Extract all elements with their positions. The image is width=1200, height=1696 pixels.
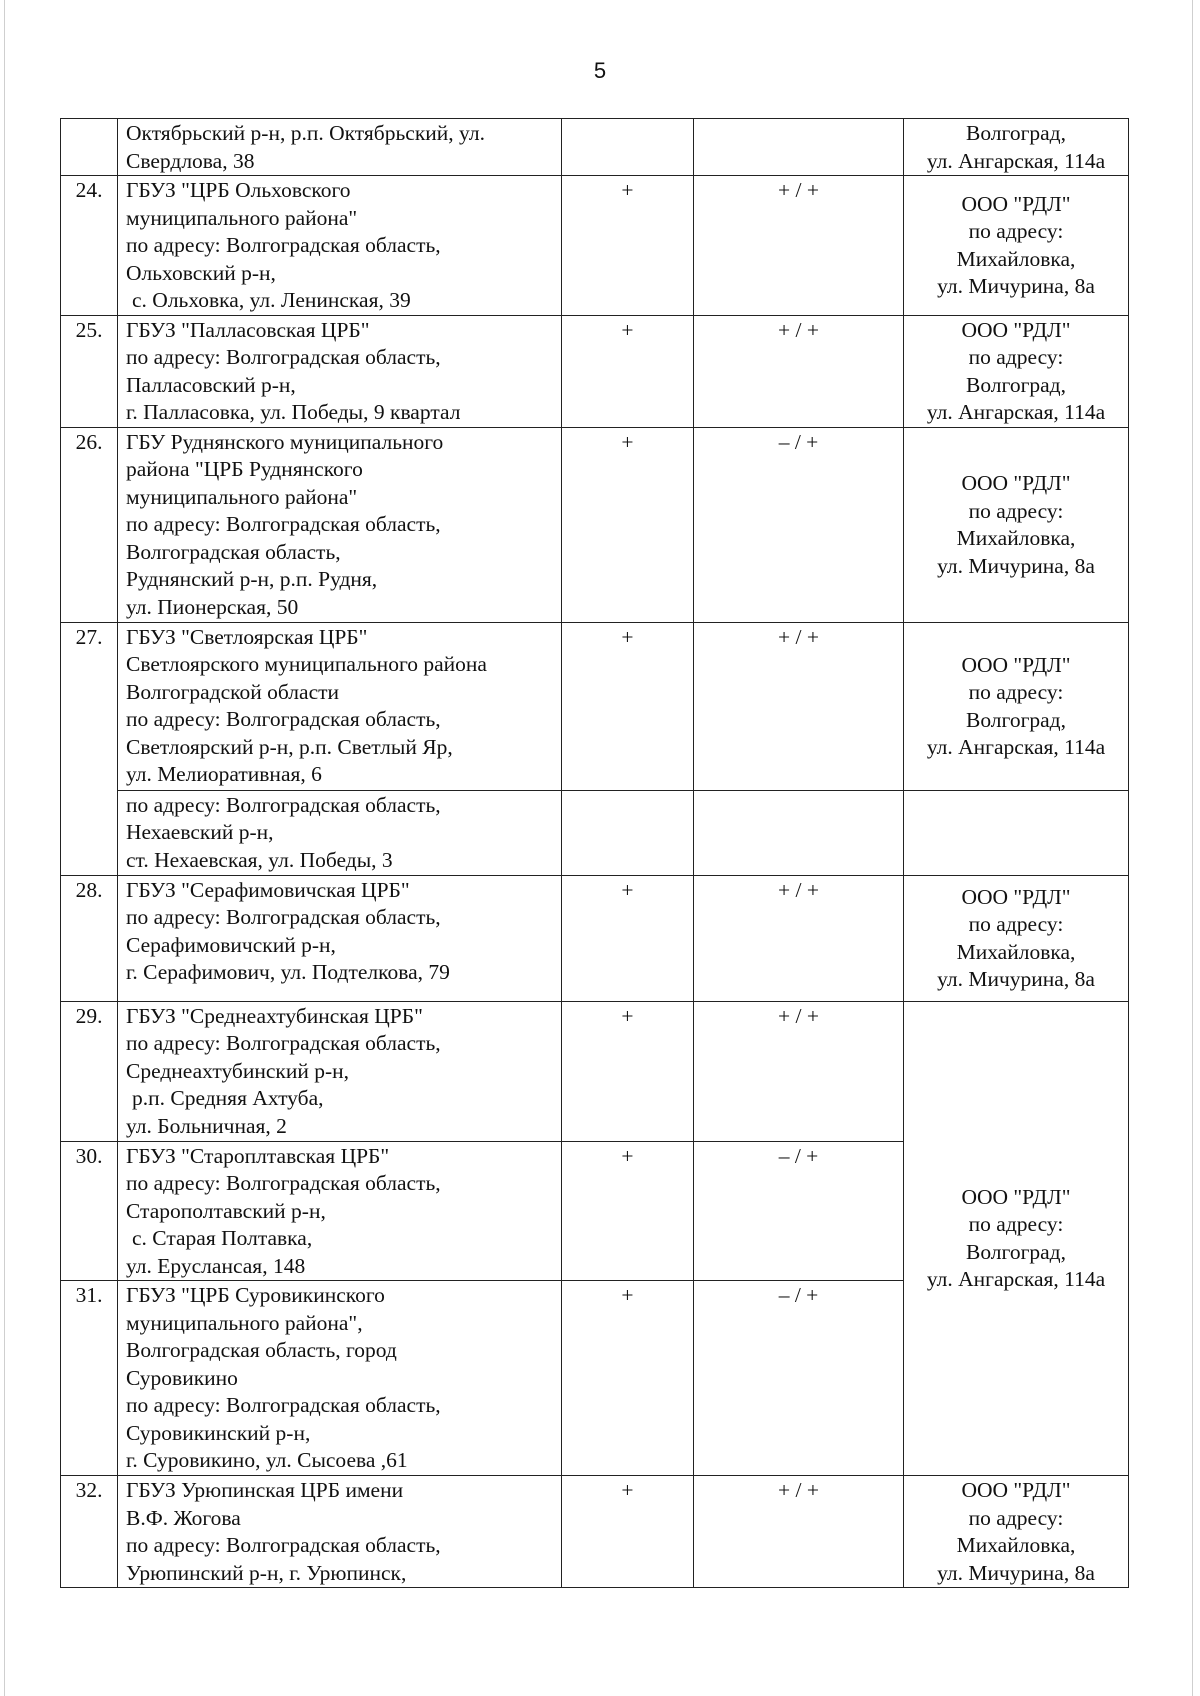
institution-line: муниципального района" (126, 205, 358, 230)
institution-line: ГБУЗ Урюпинская ЦРБ имени (126, 1478, 404, 1502)
institution-line: Руднянский р-н, р.п. Рудня, (126, 567, 378, 591)
lab-line: Волгоград, (966, 1239, 1066, 1264)
institution-line: ст. Нехаевская, ул. Победы, 3 (126, 847, 393, 872)
lab-line: ООО "РДЛ" (961, 884, 1071, 909)
institution-line: В.Ф. Жогова (126, 1505, 241, 1530)
lab-line: ул. Мичурина, 8а (937, 1560, 1095, 1585)
page-number: 5 (593, 58, 607, 83)
lab-line: ООО "РДЛ" (961, 317, 1071, 342)
institution-line: Суровикино (126, 1365, 238, 1390)
institution-cell (118, 315, 562, 427)
institution-line: Урюпинский р-н, г. Урюпинск, (126, 1560, 407, 1585)
institution-line: ул. Еруслансая, 148 (126, 1253, 306, 1278)
table-row (61, 790, 1129, 875)
institution-line: с. Ольховка, ул. Ленинская, 39 (132, 288, 411, 312)
lab-line: по адресу: (968, 345, 1064, 369)
row-number: 24. (61, 176, 118, 316)
institution-line: ул. Пионерская, 50 (126, 594, 299, 619)
lab-line: ООО "РДЛ" (961, 652, 1071, 677)
institution-line: по адресу: Волгоградская область, (126, 792, 441, 817)
institution-cell (118, 1281, 562, 1476)
institution-line: Волгоградская область, (126, 539, 341, 564)
institution-line: ГБУ Руднянского муниципального (126, 429, 444, 454)
scan-edge-left (4, 0, 5, 1696)
institution-line: с. Старая Полтавка, (132, 1226, 313, 1250)
institution-line: Октябрьский р-н, р.п. Октябрьский, ул. (126, 121, 485, 145)
table-row (61, 622, 1129, 790)
mark-cell: + (562, 1001, 694, 1141)
lab-line: по адресу: (968, 498, 1064, 523)
lab-line: ООО "РДЛ" (961, 471, 1071, 495)
institution-line: Старополтавский р-н, (126, 1198, 326, 1223)
lab-cell (904, 315, 1129, 427)
mark-cell (562, 790, 694, 875)
institution-line: по адресу: Волгоградская область, (126, 512, 441, 536)
mark-cell: + (562, 315, 694, 427)
table-row (61, 1001, 1129, 1141)
mark-pair-cell: + / + (694, 315, 904, 427)
clinic-table (60, 118, 1129, 1588)
institution-line: ГБУЗ "ЦРБ Суровикинского (126, 1283, 385, 1307)
institution-line: р.п. Средняя Ахтуба, (132, 1086, 324, 1110)
institution-cell (118, 119, 562, 176)
institution-line: Палласовский р-н, (126, 372, 296, 397)
scan-edge-right (1192, 0, 1193, 1696)
institution-line: Волгоградской области (126, 679, 340, 704)
institution-line: ГБУЗ "Среднеахтубинская ЦРБ" (126, 1003, 423, 1028)
row-number: 31. (61, 1281, 118, 1476)
institution-line: Нехаевский р-н, (126, 820, 274, 844)
institution-line: г. Палласовка, ул. Победы, 9 квартал (126, 400, 461, 424)
lab-line: Волгоград, (966, 372, 1066, 397)
row-number: 27. (61, 622, 118, 875)
mark-cell: + (562, 1281, 694, 1476)
institution-cell (118, 790, 562, 875)
row-number: 26. (61, 427, 118, 622)
institution-line: Среднеахтубинский р-н, (126, 1058, 350, 1083)
mark-cell: + (562, 427, 694, 622)
institution-line: ГБУЗ "Палласовская ЦРБ" (126, 317, 370, 342)
lab-line: ООО "РДЛ" (961, 1184, 1071, 1209)
lab-line: ул. Ангарская, 114а (926, 1267, 1106, 1292)
lab-cell (904, 1476, 1129, 1588)
institution-cell (118, 1001, 562, 1141)
mark-cell: + (562, 875, 694, 1001)
institution-line: по адресу: Волгоградская область, (126, 1393, 441, 1417)
mark-pair-cell: – / + (694, 1141, 904, 1281)
lab-line: по адресу: (968, 912, 1064, 936)
institution-cell (118, 176, 562, 316)
table-row (61, 427, 1129, 622)
row-number: 28. (61, 875, 118, 1001)
institution-line: Светлоярский р-н, р.п. Светлый Яр, (126, 734, 453, 759)
row-number: 29. (61, 1001, 118, 1141)
institution-cell (118, 1476, 562, 1588)
institution-line: ГБУЗ "ЦРБ Ольховского (126, 178, 351, 202)
table-row (61, 1476, 1129, 1588)
institution-line: района "ЦРБ Руднянского (126, 457, 363, 481)
institution-line: ул. Мелиоративная, 6 (126, 762, 322, 786)
lab-line: ул. Ангарская, 114а (926, 400, 1106, 424)
lab-line: по адресу: (968, 219, 1064, 244)
institution-line: Волгоградская область, город (126, 1338, 397, 1362)
mark-cell: + (562, 1476, 694, 1588)
lab-line: Волгоград, (966, 707, 1066, 732)
mark-pair-cell: – / + (694, 1281, 904, 1476)
lab-line: Михайловка, (956, 246, 1076, 271)
mark-pair-cell (694, 790, 904, 875)
lab-cell (904, 119, 1129, 176)
institution-line: муниципального района", (126, 1310, 363, 1335)
mark-cell: + (562, 622, 694, 790)
institution-line: ул. Больничная, 2 (126, 1113, 287, 1138)
institution-line: по адресу: Волгоградская область, (126, 1171, 441, 1195)
lab-cell (904, 427, 1129, 622)
lab-line: ул. Мичурина, 8а (937, 274, 1095, 299)
institution-line: Светлоярского муниципального района (126, 652, 487, 676)
mark-pair-cell: – / + (694, 427, 904, 622)
mark-pair-cell: + / + (694, 1476, 904, 1588)
lab-cell (904, 790, 1129, 875)
mark-cell (562, 119, 694, 176)
institution-line: Суровикинский р-н, (126, 1420, 311, 1445)
mark-pair-cell: + / + (694, 176, 904, 316)
institution-line: ГБУЗ "Серафимовичская ЦРБ" (126, 877, 410, 902)
institution-line: Серафимовичский р-н, (126, 932, 336, 957)
lab-line: Михайловка, (956, 1533, 1076, 1557)
mark-cell: + (562, 1141, 694, 1281)
lab-line: ул. Ангарская, 114а (926, 735, 1106, 759)
institution-line: ГБУЗ "Староплтавская ЦРБ" (126, 1143, 390, 1168)
institution-line: по адресу: Волгоградская область, (126, 1533, 441, 1557)
table-row (61, 875, 1129, 1001)
row-number: 32. (61, 1476, 118, 1588)
institution-line: муниципального района" (126, 484, 358, 509)
lab-cell-merged (904, 1001, 1129, 1476)
lab-line: по адресу: (968, 680, 1064, 704)
table-row (61, 176, 1129, 316)
mark-pair-cell: + / + (694, 1001, 904, 1141)
institution-line: ГБУЗ "Светлоярская ЦРБ" (126, 624, 368, 649)
institution-line: по адресу: Волгоградская область, (126, 707, 441, 731)
institution-cell (118, 1141, 562, 1281)
lab-line: Михайловка, (956, 526, 1076, 550)
mark-pair-cell: + / + (694, 622, 904, 790)
lab-cell (904, 622, 1129, 790)
table-row (61, 315, 1129, 427)
lab-line: ООО "РДЛ" (961, 191, 1071, 216)
institution-cell (118, 427, 562, 622)
mark-pair-cell: + / + (694, 875, 904, 1001)
lab-line: Волгоград, (966, 121, 1066, 145)
institution-cell (118, 622, 562, 790)
lab-line: по адресу: (968, 1505, 1064, 1530)
lab-cell (904, 875, 1129, 1001)
table-row (61, 119, 1129, 176)
lab-cell (904, 176, 1129, 316)
row-number: 30. (61, 1141, 118, 1281)
lab-line: ул. Ангарская, 114а (926, 148, 1106, 173)
institution-line: по адресу: Волгоградская область, (126, 905, 441, 929)
mark-cell: + (562, 176, 694, 316)
institution-line: по адресу: Волгоградская область, (126, 1031, 441, 1055)
row-number (61, 119, 118, 176)
lab-line: ул. Мичурина, 8а (937, 553, 1095, 578)
lab-line: по адресу: (968, 1212, 1064, 1237)
lab-line: Михайловка, (956, 939, 1076, 964)
mark-pair-cell (694, 119, 904, 176)
institution-line: г. Серафимович, ул. Подтелкова, 79 (126, 960, 450, 984)
institution-cell (118, 875, 562, 1001)
lab-line: ООО "РДЛ" (961, 1478, 1071, 1502)
institution-line: Ольховский р-н, (126, 260, 276, 285)
institution-line: по адресу: Волгоградская область, (126, 233, 441, 257)
lab-line: ул. Мичурина, 8а (937, 967, 1095, 991)
institution-line: Свердлова, 38 (126, 148, 255, 173)
institution-line: г. Суровикино, ул. Сысоева ,61 (126, 1448, 408, 1472)
row-number: 25. (61, 315, 118, 427)
institution-line: по адресу: Волгоградская область, (126, 345, 441, 369)
